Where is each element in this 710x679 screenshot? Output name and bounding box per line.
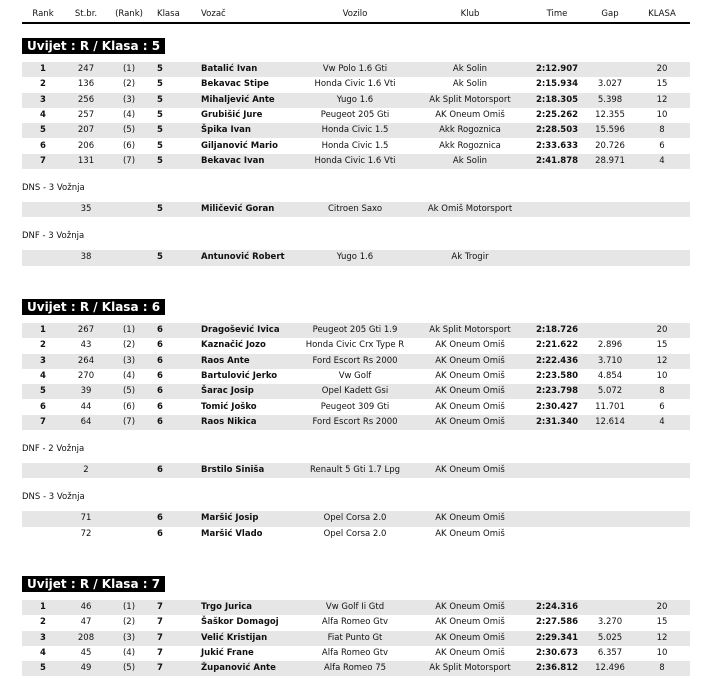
cell-stbr: 131 <box>77 155 95 166</box>
cell-pts: 6 <box>659 140 665 151</box>
result-row <box>22 400 690 415</box>
cell-gap: 20.726 <box>595 140 625 151</box>
cell-vozilo: Vw Golf Ii Gtd <box>325 602 385 612</box>
col-start-number: St.br. <box>74 9 98 19</box>
result-row <box>22 369 690 384</box>
cell-vozac: Dragošević Ivica <box>201 325 280 335</box>
cell-vozac: Maršić Josip <box>201 513 259 524</box>
cell-klub: AK Oneum Omiš <box>435 416 505 427</box>
cell-prank: (5) <box>122 663 136 674</box>
cell-vozilo: Yugo 1.6 <box>336 252 374 263</box>
cell-vozac: Grubišić Jure <box>201 109 263 120</box>
cell-klub: Akk Rogoznica <box>439 125 501 136</box>
cell-pts: 4 <box>659 416 665 427</box>
cell-vozac: Maršić Vlado <box>201 528 263 539</box>
cell-vozilo: Opel Kadett Gsi <box>321 386 389 397</box>
cell-klasa: 5 <box>157 140 163 151</box>
col-klasa: Klasa <box>157 9 180 19</box>
status-group-label: DNS - 3 Vožnja <box>22 183 85 194</box>
cell-rank: 3 <box>40 355 46 366</box>
result-row <box>22 631 690 646</box>
cell-klasa: 6 <box>157 370 163 381</box>
result-row <box>22 415 690 430</box>
cell-klasa: 7 <box>157 632 163 643</box>
cell-klasa: 6 <box>157 325 163 335</box>
cell-pts: 20 <box>656 602 668 612</box>
cell-klub: Ak Split Motorsport <box>429 94 511 105</box>
cell-time: 2:41.878 <box>535 155 579 166</box>
cell-pts: 12 <box>656 94 668 105</box>
cell-prank: (2) <box>122 340 136 351</box>
cell-time: 2:24.316 <box>535 602 579 612</box>
cell-time: 2:22.436 <box>535 355 579 366</box>
cell-stbr: 264 <box>77 355 95 366</box>
cell-pts: 15 <box>656 79 668 90</box>
cell-gap: 12.355 <box>595 109 625 120</box>
cell-prank: (3) <box>122 355 136 366</box>
cell-pts: 8 <box>659 125 665 136</box>
cell-rank: 7 <box>40 155 46 166</box>
cell-pts: 10 <box>656 109 668 120</box>
col-vehicle: Vozilo <box>342 9 368 19</box>
result-row <box>22 123 690 138</box>
cell-rank: 1 <box>40 325 46 335</box>
cell-vozac: Giljanović Mario <box>201 140 278 151</box>
cell-prank: (1) <box>122 64 136 74</box>
cell-rank: 1 <box>40 602 46 612</box>
cell-vozilo: Citroen Saxo <box>327 204 383 215</box>
cell-vozac: Bekavac Ivan <box>201 155 265 166</box>
status-row <box>22 527 690 542</box>
result-row <box>22 108 690 123</box>
cell-stbr: 43 <box>80 340 92 351</box>
cell-klasa: 5 <box>157 155 163 166</box>
cell-rank: 2 <box>40 79 46 90</box>
cell-pts: 10 <box>656 370 668 381</box>
cell-gap: 15.596 <box>595 125 625 136</box>
cell-stbr: 247 <box>77 64 95 74</box>
cell-time: 2:15.934 <box>535 79 579 90</box>
cell-klasa: 5 <box>157 94 163 105</box>
cell-stbr: 47 <box>80 617 92 628</box>
section-title: Uvijet : R / Klasa : 5 <box>22 38 165 54</box>
cell-time: 2:18.305 <box>535 94 579 105</box>
cell-time: 2:36.812 <box>535 663 579 674</box>
cell-prank: (6) <box>122 140 136 151</box>
cell-stbr: 46 <box>80 602 92 612</box>
result-row <box>22 323 690 338</box>
cell-klasa: 5 <box>157 204 163 215</box>
status-row <box>22 463 690 478</box>
cell-vozilo: Alfa Romeo 75 <box>323 663 387 674</box>
cell-rank: 1 <box>40 64 46 74</box>
cell-vozilo: Honda Civic 1.6 Vti <box>314 155 396 166</box>
cell-prank: (1) <box>122 602 136 612</box>
cell-stbr: 38 <box>80 252 92 263</box>
result-row <box>22 615 690 630</box>
cell-time: 2:12.907 <box>535 64 579 74</box>
cell-stbr: 64 <box>80 416 92 427</box>
cell-gap: 12.614 <box>595 416 625 427</box>
section-title: Uvijet : R / Klasa : 6 <box>22 299 165 315</box>
cell-klasa: 7 <box>157 602 163 612</box>
result-row <box>22 139 690 154</box>
cell-vozilo: Vw Golf <box>338 370 372 381</box>
cell-vozac: Šaškor Domagoj <box>201 617 279 628</box>
cell-klub: AK Oneum Omiš <box>435 109 505 120</box>
cell-prank: (7) <box>122 416 136 427</box>
cell-stbr: 49 <box>80 663 92 674</box>
result-row <box>22 77 690 92</box>
col-class-rank: (Rank) <box>115 9 143 19</box>
cell-vozilo: Honda Civic Crx Type R <box>305 340 405 351</box>
cell-gap: 5.398 <box>597 94 623 105</box>
cell-rank: 5 <box>40 386 46 397</box>
cell-klasa: 6 <box>157 513 163 524</box>
cell-pts: 20 <box>656 64 668 74</box>
cell-time: 2:27.586 <box>535 617 579 628</box>
cell-vozilo: Honda Civic 1.6 Vti <box>314 79 396 90</box>
cell-klasa: 5 <box>157 125 163 136</box>
cell-rank: 5 <box>40 663 46 674</box>
cell-vozilo: Alfa Romeo Gtv <box>321 647 389 658</box>
cell-vozilo: Renault 5 Gti 1.7 Lpg <box>310 465 400 476</box>
cell-klub: Ak Trogir <box>451 252 489 263</box>
cell-gap: 4.854 <box>597 370 623 381</box>
cell-vozilo: Peugeot 309 Gti <box>320 401 390 412</box>
cell-time: 2:23.580 <box>535 370 579 381</box>
cell-stbr: 44 <box>80 401 92 412</box>
cell-prank: (4) <box>122 370 136 381</box>
cell-klub: AK Oneum Omiš <box>435 617 505 628</box>
result-row <box>22 646 690 661</box>
cell-stbr: 270 <box>77 370 95 381</box>
cell-vozac: Jukić Frane <box>201 647 254 658</box>
cell-klasa: 7 <box>157 663 163 674</box>
cell-gap: 11.701 <box>595 401 625 412</box>
cell-vozac: Bartulović Jerko <box>201 370 278 381</box>
cell-stbr: 45 <box>80 647 92 658</box>
cell-rank: 3 <box>40 94 46 105</box>
cell-vozilo: Honda Civic 1.5 <box>321 140 389 151</box>
cell-time: 2:30.427 <box>535 401 579 412</box>
cell-stbr: 256 <box>77 94 95 105</box>
cell-prank: (4) <box>122 109 136 120</box>
cell-vozac: Miličević Goran <box>201 204 275 215</box>
cell-prank: (2) <box>122 617 136 628</box>
cell-vozilo: Fiat Punto Gt <box>327 632 383 643</box>
cell-vozilo: Alfa Romeo Gtv <box>321 617 389 628</box>
cell-prank: (6) <box>122 401 136 412</box>
cell-rank: 4 <box>40 109 46 120</box>
cell-stbr: 257 <box>77 109 95 120</box>
status-group-label: DNS - 3 Vožnja <box>22 492 85 503</box>
col-gap: Gap <box>601 9 619 19</box>
col-time: Time <box>546 9 568 19</box>
cell-rank: 3 <box>40 632 46 643</box>
result-row <box>22 93 690 108</box>
cell-vozilo: Peugeot 205 Gti <box>320 109 390 120</box>
cell-gap: 12.496 <box>595 663 625 674</box>
cell-prank: (2) <box>122 79 136 90</box>
cell-gap: 5.025 <box>597 632 623 643</box>
cell-vozilo: Ford Escort Rs 2000 <box>312 416 398 427</box>
cell-klasa: 6 <box>157 355 163 366</box>
cell-gap: 3.027 <box>597 79 623 90</box>
cell-klasa: 5 <box>157 64 163 74</box>
cell-stbr: 207 <box>77 125 95 136</box>
cell-stbr: 267 <box>77 325 95 335</box>
cell-klub: AK Oneum Omiš <box>435 370 505 381</box>
cell-prank: (7) <box>122 155 136 166</box>
cell-vozilo: Ford Escort Rs 2000 <box>312 355 398 366</box>
section-title: Uvijet : R / Klasa : 7 <box>22 576 165 592</box>
cell-prank: (1) <box>122 325 136 335</box>
result-row <box>22 600 690 615</box>
cell-prank: (3) <box>122 94 136 105</box>
cell-vozilo: Opel Corsa 2.0 <box>323 528 387 539</box>
cell-stbr: 35 <box>80 204 92 215</box>
cell-gap: 6.357 <box>597 647 623 658</box>
cell-pts: 8 <box>659 663 665 674</box>
cell-vozilo: Vw Polo 1.6 Gti <box>322 64 388 74</box>
cell-prank: (5) <box>122 125 136 136</box>
cell-klasa: 5 <box>157 252 163 263</box>
cell-pts: 12 <box>656 632 668 643</box>
cell-vozac: Tomić Joško <box>201 401 257 412</box>
cell-klub: AK Oneum Omiš <box>435 513 505 524</box>
cell-klasa: 5 <box>157 79 163 90</box>
cell-rank: 2 <box>40 340 46 351</box>
result-row <box>22 154 690 169</box>
cell-gap: 3.710 <box>597 355 623 366</box>
cell-vozac: Kaznačić Jozo <box>201 340 266 351</box>
cell-pts: 6 <box>659 401 665 412</box>
cell-time: 2:29.341 <box>535 632 579 643</box>
status-group-label: DNF - 3 Vožnja <box>22 231 85 242</box>
cell-time: 2:30.673 <box>535 647 579 658</box>
cell-stbr: 2 <box>83 465 89 476</box>
cell-time: 2:18.726 <box>535 325 579 335</box>
cell-pts: 20 <box>656 325 668 335</box>
result-row <box>22 62 690 77</box>
cell-klasa: 6 <box>157 401 163 412</box>
cell-gap: 3.270 <box>597 617 623 628</box>
cell-klub: Ak Split Motorsport <box>429 325 511 335</box>
cell-pts: 10 <box>656 647 668 658</box>
cell-klub: AK Oneum Omiš <box>435 401 505 412</box>
cell-vozilo: Yugo 1.6 <box>336 94 374 105</box>
cell-pts: 15 <box>656 617 668 628</box>
status-row <box>22 250 690 265</box>
cell-stbr: 206 <box>77 140 95 151</box>
cell-pts: 12 <box>656 355 668 366</box>
cell-klub: Ak Solin <box>452 155 488 166</box>
cell-klub: AK Oneum Omiš <box>435 528 505 539</box>
cell-prank: (4) <box>122 647 136 658</box>
cell-rank: 7 <box>40 416 46 427</box>
cell-vozilo: Honda Civic 1.5 <box>321 125 389 136</box>
cell-vozac: Špika Ivan <box>201 125 251 136</box>
cell-vozac: Batalić Ivan <box>201 64 258 74</box>
cell-time: 2:33.633 <box>535 140 579 151</box>
status-group-label: DNF - 2 Vožnja <box>22 444 85 455</box>
result-row <box>22 661 690 676</box>
cell-vozac: Raos Ante <box>201 355 250 366</box>
cell-vozilo: Opel Corsa 2.0 <box>323 513 387 524</box>
col-club: Klub <box>460 9 480 19</box>
cell-pts: 15 <box>656 340 668 351</box>
cell-pts: 8 <box>659 386 665 397</box>
cell-klasa: 6 <box>157 416 163 427</box>
cell-gap: 5.072 <box>597 386 623 397</box>
col-rank: Rank <box>32 9 54 19</box>
cell-vozilo: Peugeot 205 Gti 1.9 <box>312 325 398 335</box>
cell-stbr: 72 <box>80 528 92 539</box>
cell-vozac: Velić Kristijan <box>201 632 268 643</box>
cell-stbr: 136 <box>77 79 95 90</box>
cell-time: 2:25.262 <box>535 109 579 120</box>
result-row <box>22 354 690 369</box>
cell-pts: 4 <box>659 155 665 166</box>
cell-klub: AK Oneum Omiš <box>435 355 505 366</box>
col-driver: Vozač <box>201 9 226 19</box>
cell-vozac: Županović Ante <box>201 663 276 674</box>
cell-gap: 2.896 <box>597 340 623 351</box>
cell-time: 2:23.798 <box>535 386 579 397</box>
cell-klub: AK Oneum Omiš <box>435 465 505 476</box>
cell-prank: (3) <box>122 632 136 643</box>
cell-klub: Ak Solin <box>452 64 488 74</box>
cell-rank: 2 <box>40 617 46 628</box>
cell-stbr: 39 <box>80 386 92 397</box>
cell-vozac: Šarac Josip <box>201 386 254 397</box>
cell-rank: 4 <box>40 647 46 658</box>
cell-stbr: 71 <box>80 513 92 524</box>
col-points: KLASA <box>648 9 676 19</box>
cell-stbr: 208 <box>77 632 95 643</box>
cell-klub: AK Oneum Omiš <box>435 632 505 643</box>
cell-vozac: Bekavac Stipe <box>201 79 269 90</box>
cell-klub: Akk Rogoznica <box>439 140 501 151</box>
cell-klasa: 6 <box>157 528 163 539</box>
cell-gap: 28.971 <box>595 155 625 166</box>
cell-klasa: 6 <box>157 340 163 351</box>
cell-time: 2:31.340 <box>535 416 579 427</box>
result-row <box>22 338 690 353</box>
cell-klub: Ak Omiš Motorsport <box>427 204 513 215</box>
cell-rank: 5 <box>40 125 46 136</box>
status-row <box>22 202 690 217</box>
cell-klub: Ak Split Motorsport <box>429 663 511 674</box>
cell-klub: AK Oneum Omiš <box>435 340 505 351</box>
cell-rank: 6 <box>40 401 46 412</box>
cell-klasa: 5 <box>157 109 163 120</box>
column-header <box>22 8 690 24</box>
cell-vozac: Trgo Jurica <box>201 602 253 612</box>
cell-klub: Ak Solin <box>452 79 488 90</box>
cell-klasa: 6 <box>157 465 163 476</box>
cell-time: 2:21.622 <box>535 340 579 351</box>
result-row <box>22 384 690 399</box>
cell-klub: AK Oneum Omiš <box>435 602 505 612</box>
cell-klasa: 6 <box>157 386 163 397</box>
cell-rank: 6 <box>40 140 46 151</box>
cell-klub: AK Oneum Omiš <box>435 386 505 397</box>
cell-vozac: Antunović Robert <box>201 252 285 263</box>
cell-vozac: Mihaljević Ante <box>201 94 275 105</box>
cell-prank: (5) <box>122 386 136 397</box>
cell-time: 2:28.503 <box>535 125 579 136</box>
cell-vozac: Brstilo Siniša <box>201 465 265 476</box>
status-row <box>22 511 690 526</box>
cell-klub: AK Oneum Omiš <box>435 647 505 658</box>
cell-klasa: 7 <box>157 617 163 628</box>
cell-rank: 4 <box>40 370 46 381</box>
cell-vozac: Raos Nikica <box>201 416 257 427</box>
cell-klasa: 7 <box>157 647 163 658</box>
